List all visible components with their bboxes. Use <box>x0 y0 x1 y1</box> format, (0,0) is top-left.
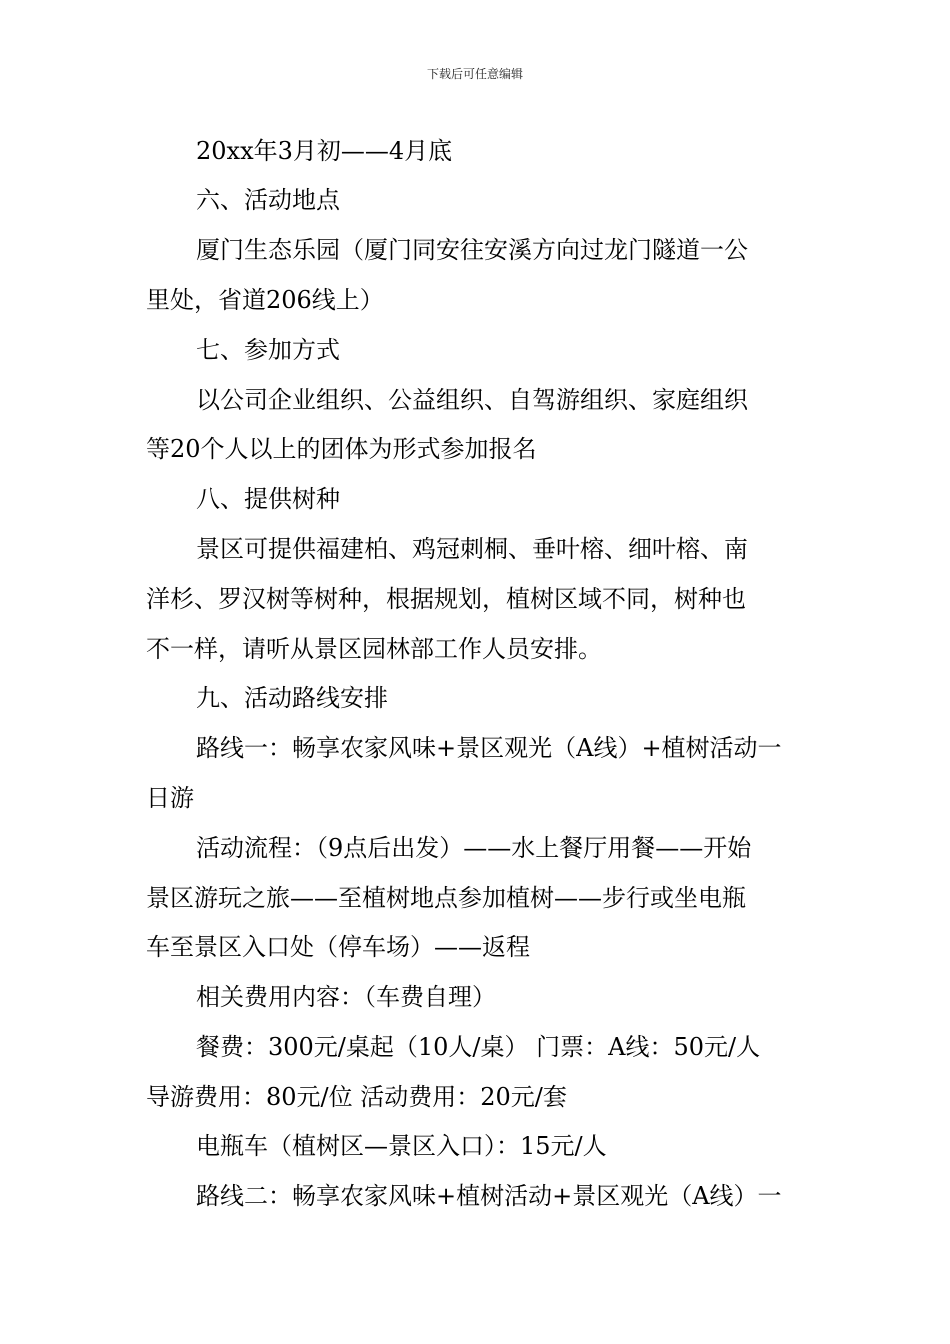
text-line: 景区可提供福建柏、鸡冠刺桐、垂叶榕、细叶榕、南 <box>196 535 748 563</box>
text-line: 相关费用内容：（车费自理） <box>196 983 496 1011</box>
text-line: 里处，省道206线上） <box>146 286 384 314</box>
text-line: 洋杉、罗汉树等树种，根据规划，植树区域不同，树种也 <box>146 585 746 613</box>
text-line-date-range: 20xx年3月初——4月底 <box>196 137 453 165</box>
text-line: 以公司企业组织、公益组织、自驾游组织、家庭组织 <box>196 386 748 414</box>
text-line: 餐费：300元/桌起（10人/桌） 门票：A线：50元/人 <box>196 1033 761 1061</box>
section-heading-tree-species: 八、提供树种 <box>196 485 340 513</box>
page-header-note: 下载后可任意编辑 <box>426 67 523 81</box>
text-line: 不一样，请听从景区园林部工作人员安排。 <box>146 635 602 663</box>
text-line: 导游费用：80元/位 活动费用：20元/套 <box>146 1083 567 1111</box>
section-heading-participation: 七、参加方式 <box>196 336 340 364</box>
text-line: 电瓶车（植树区—景区入口）：15元/人 <box>196 1132 607 1160</box>
text-line: 路线一：畅享农家风味+景区观光（A线）+植树活动一 <box>196 734 782 762</box>
text-line: 景区游玩之旅——至植树地点参加植树——步行或坐电瓶 <box>146 884 746 912</box>
text-line: 车至景区入口处（停车场）——返程 <box>146 933 530 961</box>
section-heading-routes: 九、活动路线安排 <box>196 684 388 712</box>
text-line: 厦门生态乐园（厦门同安往安溪方向过龙门隧道一公 <box>196 236 748 264</box>
text-line: 等20个人以上的团体为形式参加报名 <box>146 435 537 463</box>
section-heading-location: 六、活动地点 <box>196 186 340 214</box>
text-line: 活动流程：（9点后出发）——水上餐厅用餐——开始 <box>196 834 752 862</box>
text-line: 日游 <box>146 784 194 812</box>
text-line: 路线二：畅享农家风味+植树活动+景区观光（A线）一 <box>196 1182 782 1210</box>
